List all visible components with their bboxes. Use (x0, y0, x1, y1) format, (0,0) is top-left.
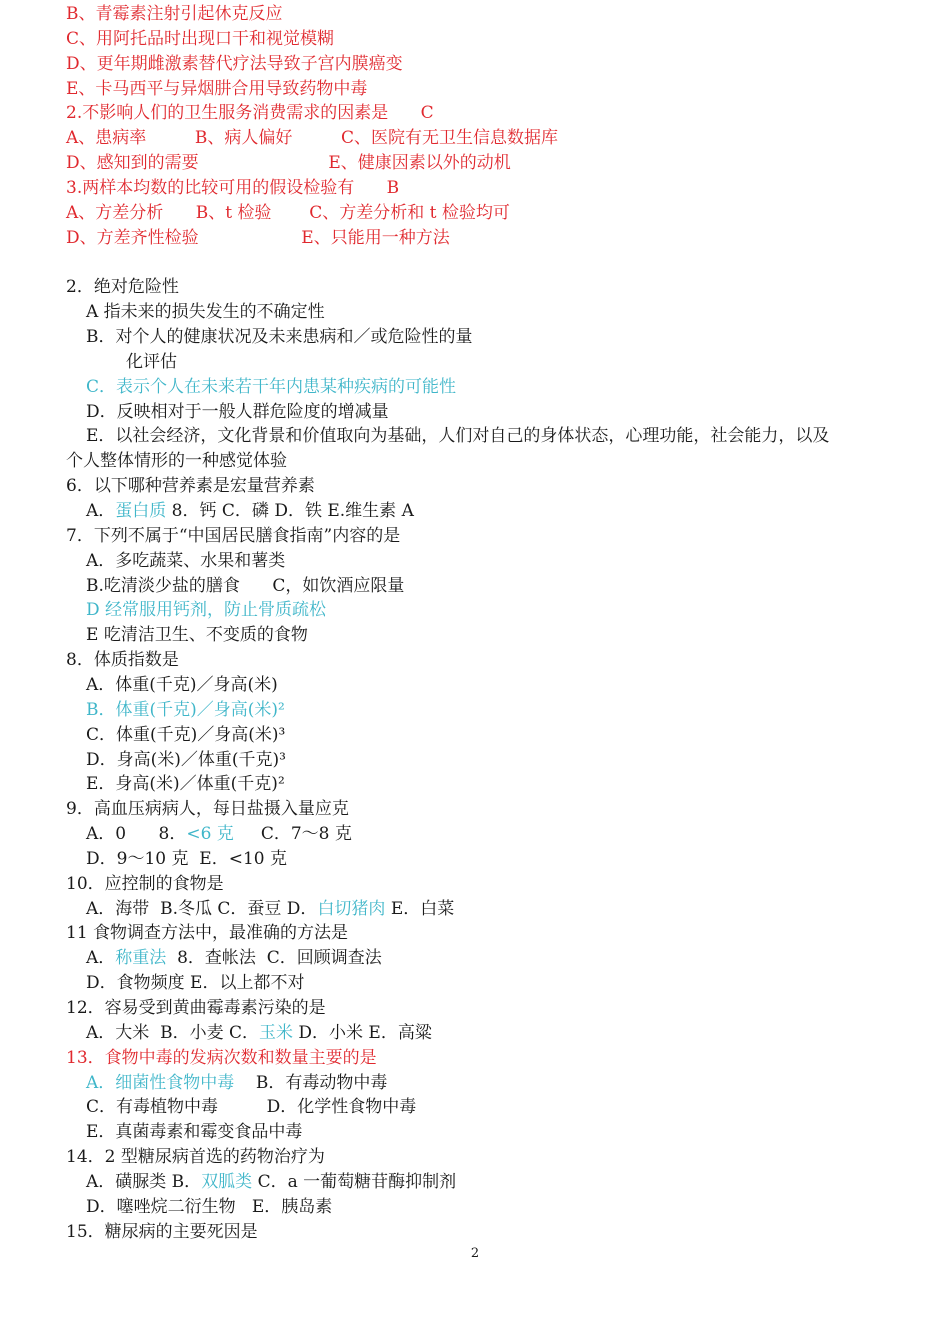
text-segment: D 经常服用钙剂，防止骨质疏松 (86, 600, 327, 621)
text-segment: A、患病率 B、病人偏好 C、医院有无卫生信息数据库 (66, 128, 559, 149)
text-segment: 2.不影响人们的卫生服务消费需求的因素是 C (66, 103, 434, 124)
text-line (0, 176, 950, 201)
text-line (0, 897, 950, 922)
text-segment: D．身高(米)／体重(千克)³ (86, 749, 286, 770)
text-line (0, 101, 950, 126)
text-segment: C．7～8 克 (233, 824, 352, 845)
text-segment: 个人整体情形的一种感觉体验 (66, 451, 287, 472)
text-line (0, 325, 950, 350)
text-segment: E．以社会经济，文化背景和价值取向为基础，人们对自己的身体状态，心理功能，社会能力，以及 (86, 426, 830, 447)
text-line (0, 251, 950, 276)
text-line (0, 2, 950, 27)
text-segment: A．0 8． (86, 824, 187, 845)
text-line (0, 1195, 950, 1220)
text-segment: A．多吃蔬菜、水果和薯类 (86, 550, 286, 571)
text-segment: A．海带 B.冬瓜 C．蚕豆 D． (86, 898, 318, 919)
text-line (0, 648, 950, 673)
text-segment: B.吃清淡少盐的膳食 C，如饮酒应限量 (86, 575, 405, 596)
text-segment: C．体重(千克)／身高(米)³ (86, 724, 286, 745)
text-segment: B．有毒动物中毒 (234, 1072, 388, 1093)
text-segment: A． (86, 948, 116, 969)
text-line (0, 748, 950, 773)
text-segment: 6．以下哪种营养素是宏量营养素 (66, 476, 315, 497)
text-line (0, 424, 950, 449)
text-line (0, 971, 950, 996)
text-segment: 白切猪肉 (317, 898, 386, 919)
text-line (0, 1071, 950, 1096)
text-segment: 蛋白质 (115, 501, 167, 521)
text-segment: 14．2 型糖尿病首选的药物治疗为 (66, 1147, 325, 1168)
text-segment: E．真菌毒素和霉变食品中毒 (86, 1122, 303, 1143)
text-segment: B．体重(千克)／身高(米)² (86, 699, 285, 720)
text-line (0, 375, 950, 400)
text-line (0, 847, 950, 872)
text-segment: D、感知到的需要 E、健康因素以外的动机 (66, 153, 511, 174)
text-line (0, 772, 950, 797)
text-line (0, 474, 950, 499)
text-line (0, 275, 950, 300)
text-segment: A 指未来的损失发生的不确定性 (86, 302, 325, 323)
text-segment: D．食物频度 E．以上都不对 (86, 973, 305, 994)
text-segment: A．大米 B．小麦 C． (86, 1022, 259, 1043)
text-segment: E、卡马西平与异烟肼合用导致药物中毒 (66, 78, 368, 99)
text-line (0, 27, 950, 52)
text-line (0, 623, 950, 648)
text-segment: D、方差齐性检验 E、只能用一种方法 (66, 227, 450, 248)
text-segment: 玉米 (259, 1022, 293, 1043)
text-segment: 10．应控制的食物是 (66, 873, 224, 894)
text-line (0, 524, 950, 549)
text-segment: 12．容易受到黄曲霉毒素污染的是 (66, 998, 326, 1018)
page-number: 2 (470, 1246, 480, 1261)
text-segment: 9．高血压病病人，每日盐摄入量应克 (66, 799, 349, 820)
text-line (0, 1170, 950, 1195)
text-line (0, 921, 950, 946)
text-line (0, 598, 950, 623)
text-segment: E．白菜 (385, 898, 455, 919)
text-segment: 15．糖尿病的主要死因是 (66, 1221, 258, 1242)
text-segment: A．细菌性食物中毒 (86, 1072, 235, 1093)
text-segment: D．反映相对于一般人群危险度的增减量 (86, 401, 389, 422)
text-line (0, 300, 950, 325)
text-segment: 称重法 (115, 948, 167, 969)
text-line (0, 350, 950, 375)
text-line (0, 1120, 950, 1145)
text-line (0, 549, 950, 574)
text-segment: C．a 一葡萄糖苷酶抑制剂 (252, 1171, 457, 1192)
text-segment: 8．查帐法 C．回顾调查法 (166, 948, 382, 969)
text-segment: C．表示个人在未来若干年内患某种疾病的可能性 (86, 376, 457, 397)
text-segment: D、更年期雌激素替代疗法导致子宫内膜癌变 (66, 53, 403, 74)
text-line (0, 996, 950, 1021)
text-segment: <6 克 (186, 824, 234, 845)
text-segment: E 吃清洁卫生、不变质的食物 (86, 625, 308, 646)
text-line (0, 52, 950, 77)
text-line (0, 723, 950, 748)
text-line (0, 400, 950, 425)
text-segment: E．身高(米)／体重(千克)² (86, 774, 285, 795)
text-segment: 化评估 (126, 351, 177, 372)
text-line (0, 77, 950, 102)
text-line (0, 1046, 950, 1071)
text-line (0, 1220, 950, 1245)
text-segment: D．噻唑烷二衍生物 E．胰岛素 (86, 1196, 333, 1217)
text-line (0, 126, 950, 151)
text-line (0, 1021, 950, 1046)
text-segment: A、方差分析 B、t 检验 C、方差分析和 t 检验均可 (66, 202, 510, 223)
text-line (0, 449, 950, 474)
text-segment: A．体重(千克)／身高(米) (86, 674, 278, 695)
text-segment: A． (86, 501, 116, 521)
text-segment: 3.两样本均数的比较可用的假设检验有 B (66, 177, 400, 198)
text-segment: C、用阿托品时出现口干和视觉模糊 (66, 28, 335, 49)
text-line (0, 1095, 950, 1120)
text-line (0, 574, 950, 599)
text-line (0, 797, 950, 822)
text-segment: 2．绝对危险性 (66, 277, 179, 298)
text-line (0, 698, 950, 723)
text-line (0, 822, 950, 847)
text-line (0, 1145, 950, 1170)
text-segment: B．对个人的健康状况及未来患病和／或危险性的量 (86, 327, 473, 348)
text-line (0, 673, 950, 698)
text-line (0, 201, 950, 226)
text-line (0, 226, 950, 251)
text-segment: 8．体质指数是 (66, 650, 179, 671)
text-segment: D．小米 E．高粱 (293, 1022, 432, 1043)
text-line (0, 151, 950, 176)
text-segment: C．有毒植物中毒 D．化学性食物中毒 (86, 1097, 417, 1118)
text-line (0, 499, 950, 524)
text-segment: 13．食物中毒的发病次数和数量主要的是 (66, 1047, 377, 1068)
text-segment: 8．钙 C．磷 D．铁 E.维生素 A (166, 501, 414, 521)
text-segment: A．磺脲类 B． (86, 1171, 202, 1192)
text-line (0, 872, 950, 897)
text-line (0, 946, 950, 971)
text-segment: 双胍类 (201, 1171, 253, 1192)
text-segment: 7．下列不属于“中国居民膳食指南”内容的是 (66, 525, 401, 546)
text-segment: 11 食物调查方法中，最准确的方法是 (66, 923, 349, 944)
text-segment: D．9～10 克 E．<10 克 (86, 848, 287, 869)
text-segment: B、青霉素注射引起休克反应 (66, 4, 283, 24)
